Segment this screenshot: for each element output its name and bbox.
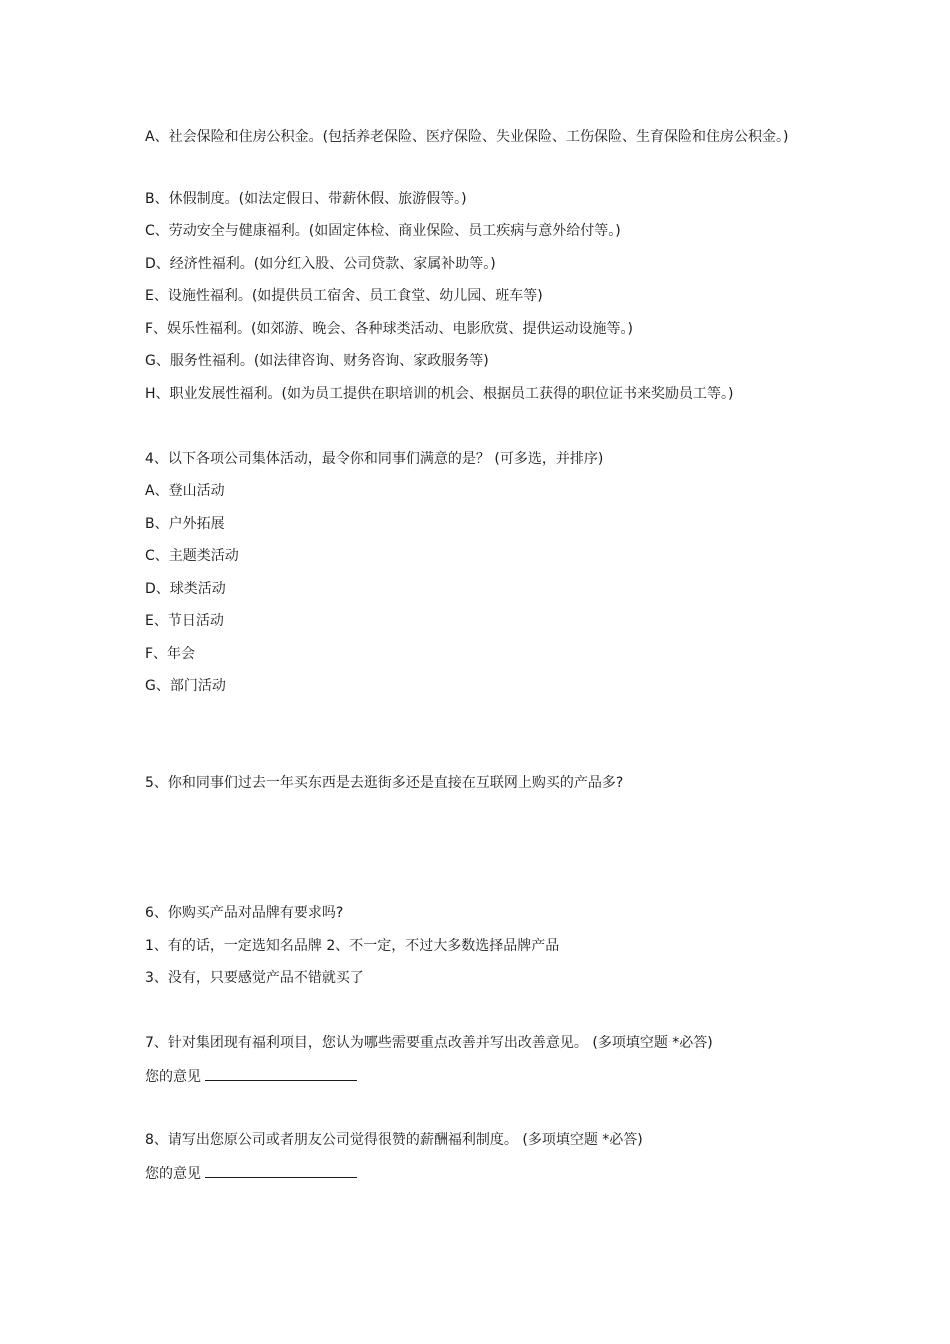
- q7-answer-row: [145, 1066, 795, 1087]
- q4-option-a: A、登山活动: [145, 483, 225, 499]
- q3-option-c: C、劳动安全与健康福利。(如固定体检、商业保险、员工疾病与意外给付等。): [145, 223, 621, 239]
- q8-answer-blank[interactable]: [205, 1163, 357, 1178]
- q3-option-h: H、职业发展性福利。(如为员工提供在职培训的机会、根据员工获得的职位证书来奖励员工等。): [145, 386, 734, 402]
- q4-option-d: D、球类活动: [145, 581, 226, 597]
- q4-option-b: B、户外拓展: [145, 516, 225, 532]
- q3-option-d: D、经济性福利。(如分红入股、公司贷款、家属补助等。): [145, 256, 496, 272]
- q4-option-f: F、年会: [145, 646, 196, 662]
- q4-question: 4、以下各项公司集体活动，最令你和同事们满意的是？ (可多选，并排序): [145, 451, 604, 467]
- q7-answer-blank[interactable]: [205, 1066, 357, 1081]
- q4-option-e: E、节日活动: [145, 613, 224, 629]
- q6-options-line1: 1、有的话，一定选知名品牌 2、不一定，不过大多数选择品牌产品: [145, 938, 560, 954]
- q6-question: 6、你购买产品对品牌有要求吗?: [145, 905, 344, 921]
- q3-option-g: G、服务性福利。(如法律咨询、财务咨询、家政服务等): [145, 353, 489, 369]
- q5-question: 5、你和同事们过去一年买东西是去逛街多还是直接在互联网上购买的产品多?: [145, 775, 624, 791]
- q4-option-g: G、部门活动: [145, 678, 226, 694]
- q4-option-c: C、主题类活动: [145, 548, 239, 564]
- q8-answer-label: 您的意见: [145, 1166, 201, 1182]
- q8-answer-row: [145, 1163, 795, 1184]
- q8-question: 8、请写出您原公司或者朋友公司觉得很赞的薪酬福利制度。 (多项填空题 *必答): [145, 1132, 643, 1148]
- q3-option-b: B、休假制度。(如法定假日、带薪休假、旅游假等。): [145, 191, 467, 207]
- q3-option-a: A、社会保险和住房公积金。(包括养老保险、医疗保险、失业保险、工伤保险、生育保险和住房公积金。): [145, 129, 789, 145]
- q7-question: 7、针对集团现有福利项目，您认为哪些需要重点改善并写出改善意见。 (多项填空题 *必答): [145, 1035, 713, 1051]
- q3-option-f: F、娱乐性福利。(如郊游、晚会、各种球类活动、电影欣赏、提供运动设施等。): [145, 321, 633, 337]
- q7-answer-label: 您的意见: [145, 1069, 201, 1085]
- q6-options-line2: 3、没有，只要感觉产品不错就买了: [145, 970, 364, 986]
- q3-option-e: E、设施性福利。(如提供员工宿舍、员工食堂、幼儿园、班车等): [145, 288, 543, 304]
